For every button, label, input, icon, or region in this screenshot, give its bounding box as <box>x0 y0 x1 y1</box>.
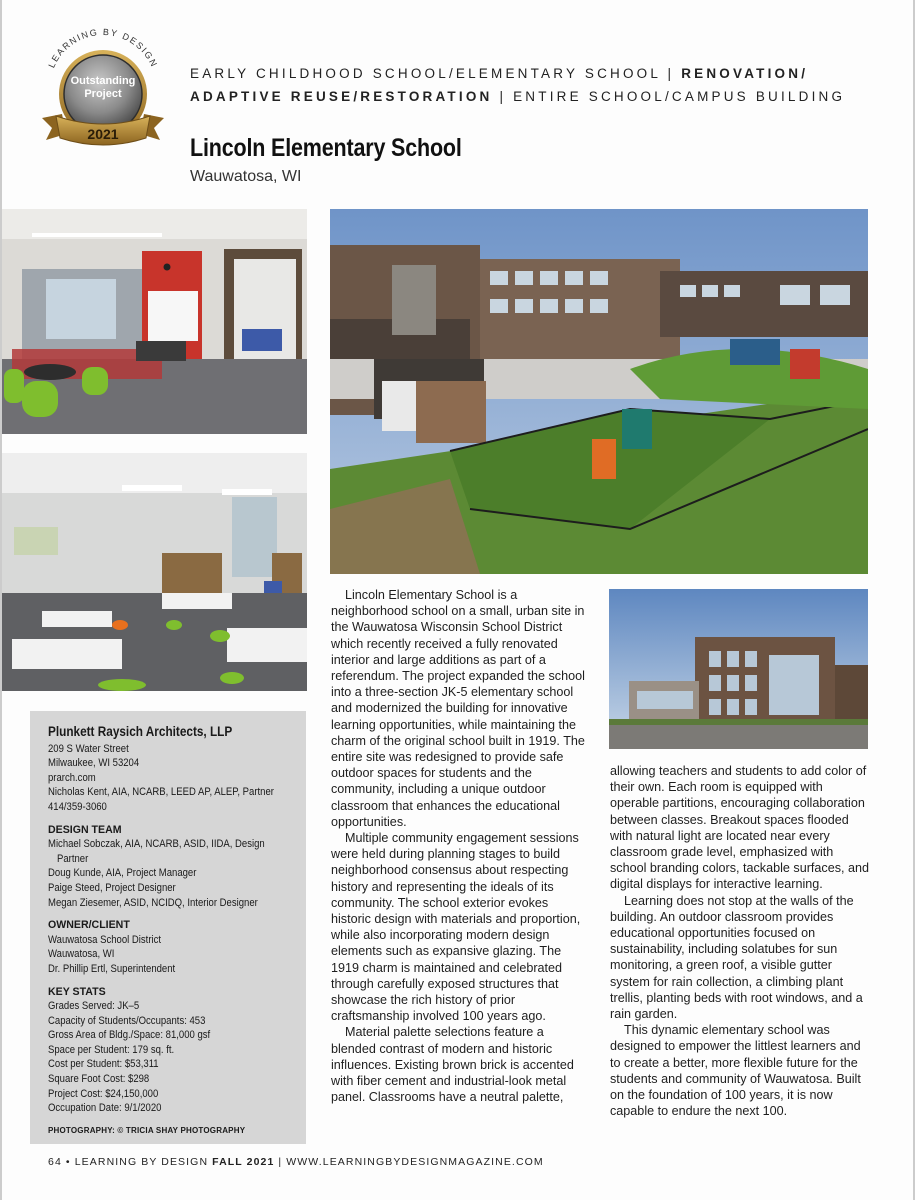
team-member: Megan Ziesemer, ASID, NCIDQ, Interior Designer <box>48 896 258 909</box>
owner-line: Wauwatosa, WI <box>48 948 115 961</box>
magazine-url: WWW.LEARNINGBYDESIGNMAGAZINE.COM <box>286 1156 544 1168</box>
photo-classroom <box>2 453 307 691</box>
stat-line: Capacity of Students/Occupants: 453 <box>48 1014 206 1027</box>
stat-line: Occupation Date: 9/1/2020 <box>48 1102 162 1115</box>
article-paragraph: This dynamic elementary school was designed to empower the littlest learners and to create a better, more flexible future for the students and community of Wauwatosa. Built on the foundation of 100 years, it is now capable to endure the next 100. <box>610 1023 861 1119</box>
article-column-1 <box>331 587 591 1106</box>
footer-bullet: • <box>65 1156 71 1168</box>
firm-phone: 414/359-3060 <box>48 800 107 813</box>
category-text-2: | ENTIRE SCHOOL/CAMPUS BUILDING <box>499 89 846 104</box>
project-category <box>190 62 890 108</box>
stat-line: Grades Served: JK–5 <box>48 1000 140 1013</box>
photo-playground-aerial <box>330 209 868 574</box>
photo-credit: PHOTOGRAPHY: © TRICIA SHAY PHOTOGRAPHY <box>48 1125 246 1135</box>
stat-line: Gross Area of Bldg./Space: 81,000 gsf <box>48 1029 211 1042</box>
badge-line-2: Project <box>84 88 122 100</box>
stat-line: Space per Student: 179 sq. ft. <box>48 1043 175 1056</box>
award-badge <box>36 22 170 154</box>
firm-website: prarch.com <box>48 771 96 784</box>
page-title: Lincoln Elementary School <box>190 134 462 162</box>
team-member: Doug Kunde, AIA, Project Manager <box>48 867 197 880</box>
category-text-1: EARLY CHILDHOOD SCHOOL/ELEMENTARY SCHOOL | <box>190 66 675 81</box>
page-footer <box>48 1156 544 1168</box>
page-number: 64 <box>48 1156 62 1168</box>
article-paragraph: Lincoln Elementary School is a neighborhood school on a small, urban site in the Wauwatosa Wisconsin School District which recently received a fully renovated interior and large additions as part of a referendum. The project expanded the school into a three-section JK-5 elementary school and modernized the building for innovative learning opportunities, while maintaining the charm of the original school built in 1919. The entire site was redesigned to provide safe outdoor spaces for students and the community, including a unique outdoor classroom that enhances the educational opportunities. <box>331 588 585 829</box>
photo-breakout-space <box>2 209 307 434</box>
project-location: Wauwatosa, WI <box>190 168 302 185</box>
design-team-heading: DESIGN TEAM <box>48 823 122 836</box>
magazine-name: LEARNING BY DESIGN <box>74 1156 209 1168</box>
team-member: Michael Sobczak, AIA, NCARB, ASID, IIDA, Design <box>48 838 265 851</box>
badge-year: 2021 <box>87 126 119 142</box>
architect-firm: Plunkett Raysich Architects, LLP <box>48 724 233 739</box>
article-paragraph: Learning does not stop at the walls of the building. An outdoor classroom provides educational opportunities focused on sustainability, including solatubes for sun monitoring, a green roof, a visible gutter system for rain collection, a climbing plant trellis, planting beds with root windows, and a rain garden. <box>610 893 863 1022</box>
badge-line-1: Outstanding <box>70 75 136 87</box>
stat-line: Square Foot Cost: $298 <box>48 1073 150 1086</box>
article-paragraph: allowing teachers and students to add color of their own. Each room is equipped with operable partitions, encouraging collaboration between classes. Breakout spaces flooded with natural light are located near every classroom grade level, emphasized with school branding colors, tackable surfaces, and digital displays for interactive learning. <box>610 764 870 892</box>
owner-line: Dr. Phillip Ertl, Superintendent <box>48 962 176 975</box>
owner-line: Wauwatosa School District <box>48 933 162 946</box>
firm-contact: Nicholas Kent, AIA, NCARB, LEED AP, ALEP, Partner <box>48 786 274 799</box>
photo-building-exterior <box>609 589 868 749</box>
key-stats-heading: KEY STATS <box>48 985 106 998</box>
article-paragraph: Material palette selections feature a blended contrast of modern and historic influences. Existing brown brick is accented with fiber cement and industrial-look metal panel. Classrooms have a neutral palette, <box>331 1025 574 1105</box>
badge-arc-text: LEARNING BY DESIGN <box>46 26 160 70</box>
owner-heading: OWNER/CLIENT <box>48 919 130 932</box>
footer-separator: | <box>278 1156 283 1168</box>
address-line: 209 S Water Street <box>48 742 129 755</box>
stat-line: Project Cost: $24,150,000 <box>48 1087 159 1100</box>
project-info-sidebar <box>30 711 306 1144</box>
team-member: Paige Steed, Project Designer <box>48 881 176 894</box>
issue-label: FALL 2021 <box>212 1156 275 1168</box>
stat-line: Cost per Student: $53,311 <box>48 1058 159 1071</box>
category-text-bold: RENOVATION/ ADAPTIVE REUSE/RESTORATION <box>190 66 809 104</box>
article-column-2 <box>610 763 872 1119</box>
team-member-cont: Partner <box>57 852 89 865</box>
address-line: Milwaukee, WI 53204 <box>48 757 140 770</box>
article-paragraph: Multiple community engagement sessions were held during planning stages to build neighborhood consensus about respecting history and representing the ideals of its community. The school exterior evokes historic design with materials and proportion, while also incorporating modern design elements such as expansive glazing. The 1919 charm is maintained and celebrated through carefully exposed structures that showcase the rich history of prior craftsmanship involved 100 years ago. <box>331 831 581 1024</box>
